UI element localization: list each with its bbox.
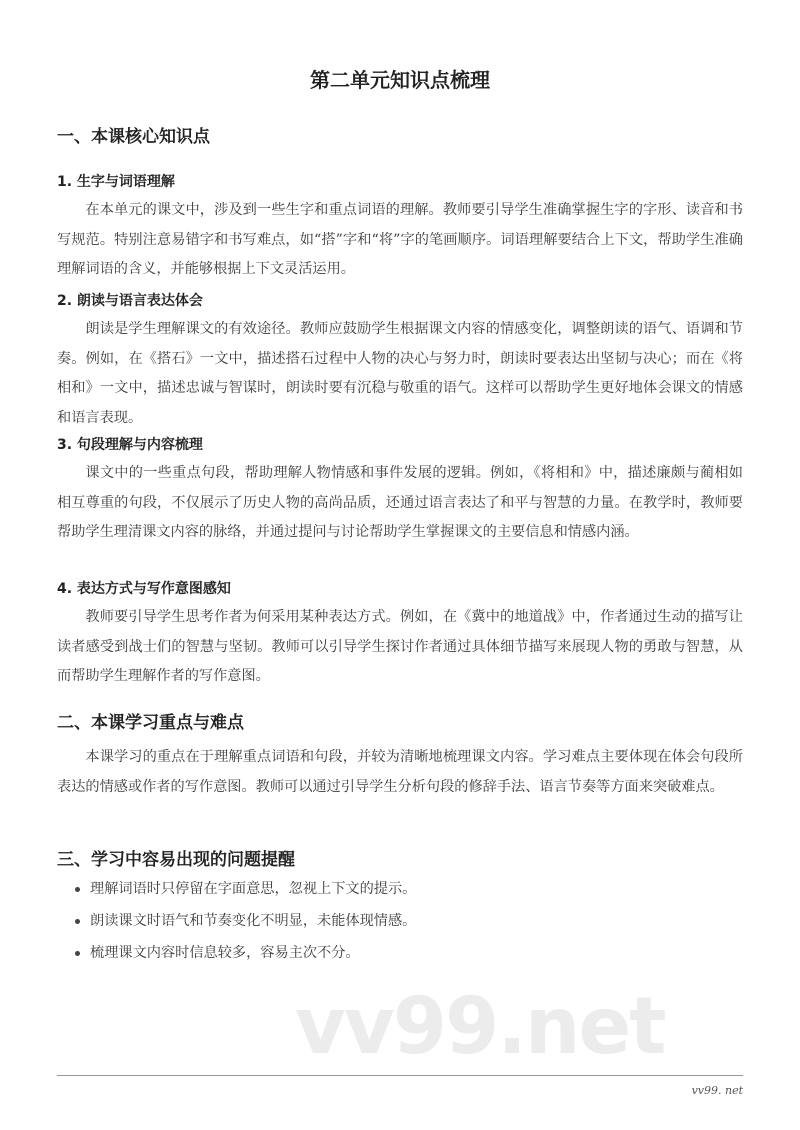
list-item bbox=[75, 873, 416, 905]
subsection-heading-reading-aloud: 2. 朗读与语言表达体会 bbox=[57, 293, 203, 309]
paragraph-vocabulary: 在本单元的课文中，涉及到一些生字和重点词语的理解。教师要引导学生准确掌握生字的字形、读音和书写规范。特别注意易错字和书写难点，如“搭”字和“将”字的笔画顺序。词语理解要结合上下文，帮助学生准确理解词语的含义，并能够根据上下文灵活运用。 bbox=[57, 202, 743, 277]
paragraph-key-points: 本课学习的重点在于理解重点词语和句段，并较为清晰地梳理课文内容。学习难点主要体现在体会句段所表达的情感或作者的写作意图。教师可以通过引导学生分析句段的修辞手法、语言节奏等方面来突破难点。 bbox=[57, 749, 743, 795]
paragraph-expression-intent: 教师要引导学生思考作者为何采用某种表达方式。例如，在《冀中的地道战》中，作者通过生动的描写让读者感受到战士们的智慧与坚韧。教师可以引导学生探讨作者通过具体细节描写来展现人物的勇敢与智慧，从而帮助学生理解作者的写作意图。 bbox=[57, 609, 743, 684]
section-heading-key-points: 二、本课学习重点与难点 bbox=[57, 713, 244, 733]
subsection-heading-vocabulary: 1. 生字与词语理解 bbox=[57, 174, 175, 190]
bullet-icon bbox=[75, 951, 80, 956]
section-heading-common-problems: 三、学习中容易出现的问题提醒 bbox=[57, 850, 295, 870]
list-item-text: 梳理课文内容时信息较多，容易主次不分。 bbox=[90, 945, 360, 961]
section-heading-core-knowledge: 一、本课核心知识点 bbox=[57, 127, 210, 147]
footer-divider bbox=[57, 1075, 743, 1076]
list-item-text: 理解词语时只停留在字面意思，忽视上下文的提示。 bbox=[90, 881, 417, 897]
bullet-icon bbox=[75, 887, 80, 892]
list-item-text: 朗读课文时语气和节奏变化不明显，未能体现情感。 bbox=[90, 913, 417, 929]
list-item bbox=[75, 905, 416, 937]
watermark: vv99.net bbox=[295, 982, 665, 1072]
list-item bbox=[75, 937, 416, 969]
document-title: 第二单元知识点梳理 bbox=[310, 68, 490, 92]
footer-site-label: vv99. net bbox=[691, 1084, 743, 1097]
paragraph-sentence-comprehension: 课文中的一些重点句段，帮助理解人物情感和事件发展的逻辑。例如，《将相和》中，描述廉颇与蔺相如相互尊重的句段，不仅展示了历史人物的高尚品质，还通过语言表达了和平与智慧的力量。在教学时，教师要帮助学生理清课文内容的脉络，并通过提问与讨论帮助学生掌握课文的主要信息和情感内涵。 bbox=[57, 465, 743, 540]
paragraph-reading-aloud: 朗读是学生理解课文的有效途径。教师应鼓励学生根据课文内容的情感变化，调整朗读的语气、语调和节奏。例如，在《搭石》一文中，描述搭石过程中人物的决心与努力时，朗读时要表达出坚韧与决心；而在《将相和》一文中，描述忠诚与智谋时，朗读时要有沉稳与敬重的语气。这样可以帮助学生更好地体会课文的情感和语言表现。 bbox=[57, 321, 743, 426]
bullet-icon bbox=[75, 919, 80, 924]
problem-list bbox=[75, 873, 416, 969]
subsection-heading-sentence-comprehension: 3. 句段理解与内容梳理 bbox=[57, 437, 203, 453]
subsection-heading-expression-intent: 4. 表达方式与写作意图感知 bbox=[57, 581, 231, 597]
